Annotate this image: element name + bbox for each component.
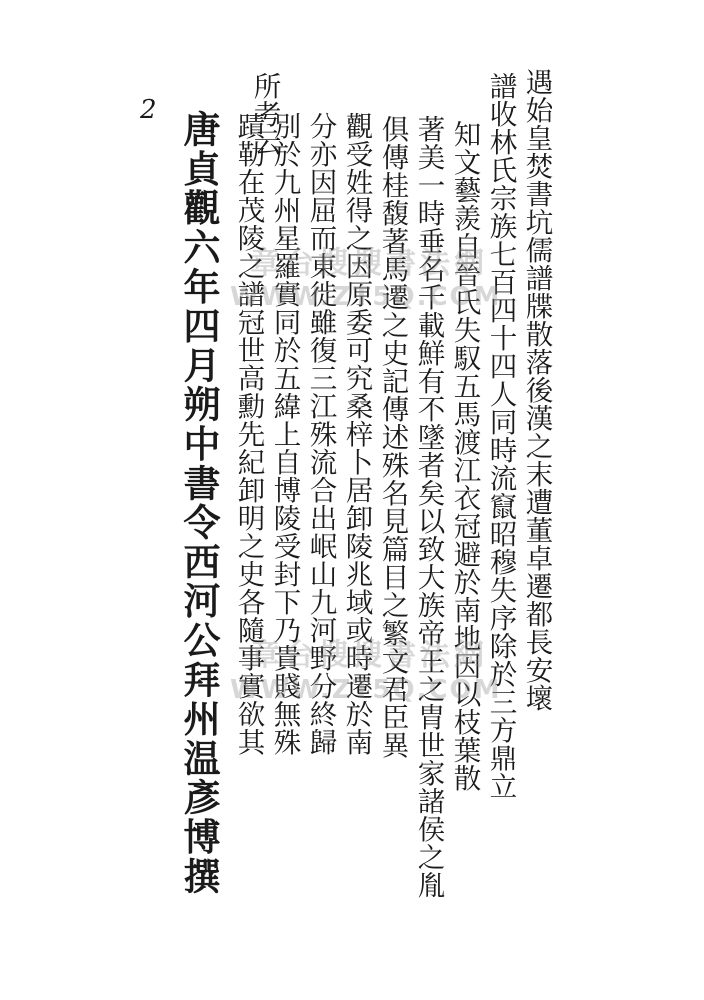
- watermark-text: 章台搜搜書法網: [250, 638, 488, 673]
- watermark-url: WWW.ZT5Q.COM: [230, 675, 502, 705]
- author-title-column: 唐貞觀六年四月朔中書令西河公拜州温彥博撰: [177, 110, 221, 896]
- text-column-10: 所考云: [248, 72, 281, 156]
- text-column-8: 別於九州星羅實同於五緯上自博陵受封下乃貴賤無殊: [268, 112, 301, 756]
- watermark-text: 章台搜搜書法網: [250, 246, 488, 281]
- text-column-5: 俱傳桂馥著馬遷之史記傳述殊名見篇目之繁文君臣異: [376, 115, 409, 759]
- text-column-9: 蹟勒在茂陵之譜冠世高勳先紀卸明之史各隨事實欲其: [232, 112, 265, 756]
- watermark-url: WWW.ZT5Q.COM: [230, 282, 502, 312]
- text-column-4: 著美一時垂名千載鮮有不墜者矣以致大族帝王之胄世家諸侯之胤: [412, 115, 445, 899]
- text-column-3: 知文藝羨自晉氏失馭五馬渡江衣冠避於南地因以枝葉散: [448, 120, 481, 792]
- text-column-7: 分亦因屈而東徙雖復三江殊流合出岷山九河野分終歸: [304, 112, 337, 756]
- text-column-1: 遇始皇焚書坑儒譜牒散落後漢之末遭董卓遷都長安壞: [520, 68, 553, 712]
- text-column-2: 譜收林氏宗族七百四十四人同時流竄昭穆失序除於三方鼎立: [484, 72, 517, 800]
- page-number: 2: [140, 95, 157, 125]
- text-column-6: 觀受姓得之因原委可究桑梓卜居卸陵兆域或時遷於南: [340, 112, 373, 756]
